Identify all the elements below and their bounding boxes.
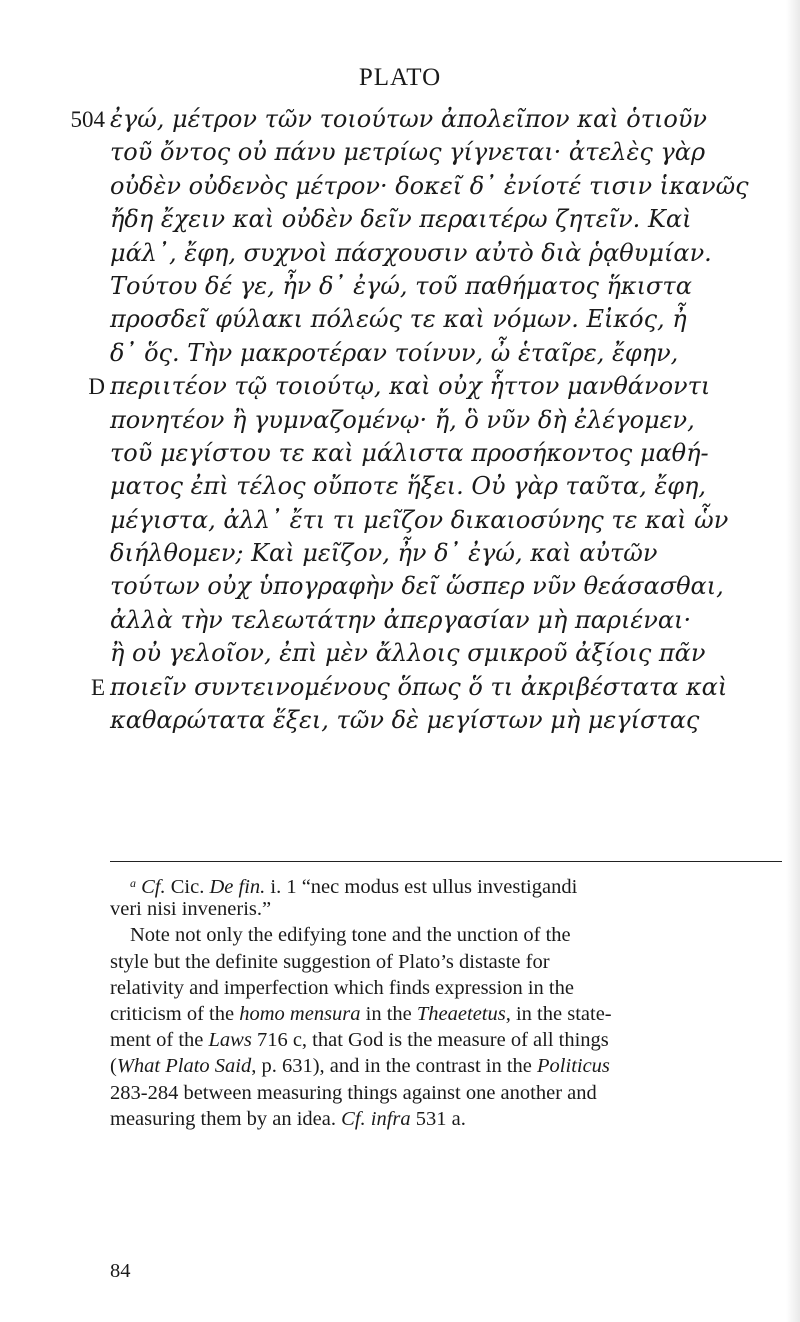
footnote-line: measuring them by an idea. Cf. infra 531 a. <box>110 1107 466 1130</box>
running-head: PLATO <box>358 64 442 91</box>
stephanus-number: 504 <box>70 107 105 132</box>
greek-line: πονητέον ἢ γυμναζομένῳ· ἤ, ὃ νῦν δὴ ἐλέγομεν, <box>110 405 695 434</box>
greek-line: οὐδὲν οὐδενὸς μέτρον· δοκεῖ δ᾿ ἐνίοτέ τισιν ἱκανῶς <box>110 171 749 200</box>
greek-line: τούτων οὐχ ὑπογραφὴν δεῖ ὥσπερ νῦν θεάσασθαι, <box>110 572 724 601</box>
section-marker-d: D <box>88 374 105 400</box>
footnote <box>110 870 790 1132</box>
footnote-line: $^a$ Cf. Cic. De fin. i. 1 “nec modus est ullus investigandi <box>130 876 578 898</box>
page-number: 84 <box>110 1260 131 1282</box>
footnote-marker: a <box>130 876 136 890</box>
footnote-line: ment of the Laws 716 c, that God is the measure of all things <box>110 1029 609 1052</box>
footnote-line: (What Plato Said, p. 631), and in the contrast in the Politicus <box>110 1055 610 1078</box>
greek-line: διήλθομεν; Καὶ μεῖζον, ἦν δ᾿ ἐγώ, καὶ αὐτῶν <box>110 539 658 568</box>
greek-line: E ποιεῖν συντεινομένους ὅπως ὅ τι ἀκριβέστατα καὶ <box>110 671 800 704</box>
footnote-line: style but the definite suggestion of Plato’s distaste for <box>110 950 550 973</box>
footnote-rule <box>110 861 782 862</box>
footnote-line: Note not only the edifying tone and the unction of the <box>130 924 571 947</box>
greek-line: καθαρώτατα ἕξει, τῶν δὲ μεγίστων μὴ μεγίστας <box>110 706 700 735</box>
footnote-line: relativity and imperfection which finds expression in the <box>110 976 574 999</box>
greek-line: προσδεῖ φύλακι πόλεώς τε καὶ νόμων. Εἰκός, ἦ <box>110 305 687 334</box>
greek-line: τοῦ μεγίστου τε καὶ μάλιστα προσήκοντος μαθή- <box>110 438 709 467</box>
greek-text-block <box>70 103 800 737</box>
greek-line: ἤδη ἔχειν καὶ οὐδὲν δεῖν περαιτέρω ζητεῖν. Καὶ <box>110 205 692 234</box>
greek-line: D περιιτέον τῷ τοιούτῳ, καὶ οὐχ ἧττον μανθάνοντι <box>110 370 800 403</box>
section-marker-e: E <box>90 674 105 700</box>
footnote-line: veri nisi inveneris.” <box>110 898 272 921</box>
footnote-line: criticism of the homo mensura in the Theaetetus, in the state- <box>110 1002 612 1025</box>
greek-line: μέγιστα, ἀλλ᾿ ἔτι τι μεῖζον δικαιοσύνης τε καὶ ὧν <box>110 505 729 534</box>
greek-line: Τούτου δέ γε, ἦν δ᾿ ἐγώ, τοῦ παθήματος ἥκιστα <box>110 271 692 300</box>
greek-line: ἀλλὰ τὴν τελεωτάτην ἀπεργασίαν μὴ παριέναι· <box>110 605 692 634</box>
greek-line: ματος ἐπὶ τέλος οὔποτε ἥξει. Οὐ γὰρ ταῦτα, ἔφη, <box>110 472 707 501</box>
greek-line: δ᾿ ὅς. Τὴν μακροτέραν τοίνυν, ὦ ἑταῖρε, ἔφην, <box>110 338 679 367</box>
footnote-line: 283-284 between measuring things against one another and <box>110 1081 597 1104</box>
greek-line: 504 ἐγώ, μέτρον τῶν τοιούτων ἀπολεῖπον καὶ ὁτιοῦν <box>110 103 800 136</box>
greek-line: τοῦ ὄντος οὐ πάνυ μετρίως γίγνεται· ἀτελὲς γὰρ <box>110 138 706 167</box>
greek-line: ἢ οὐ γελοῖον, ἐπὶ μὲν ἄλλοις σμικροῦ ἀξίοις πᾶν <box>110 639 706 668</box>
greek-line: μάλ᾿, ἔφη, συχνοὶ πάσχουσιν αὐτὸ διὰ ῥᾳθυμίαν. <box>110 238 712 267</box>
